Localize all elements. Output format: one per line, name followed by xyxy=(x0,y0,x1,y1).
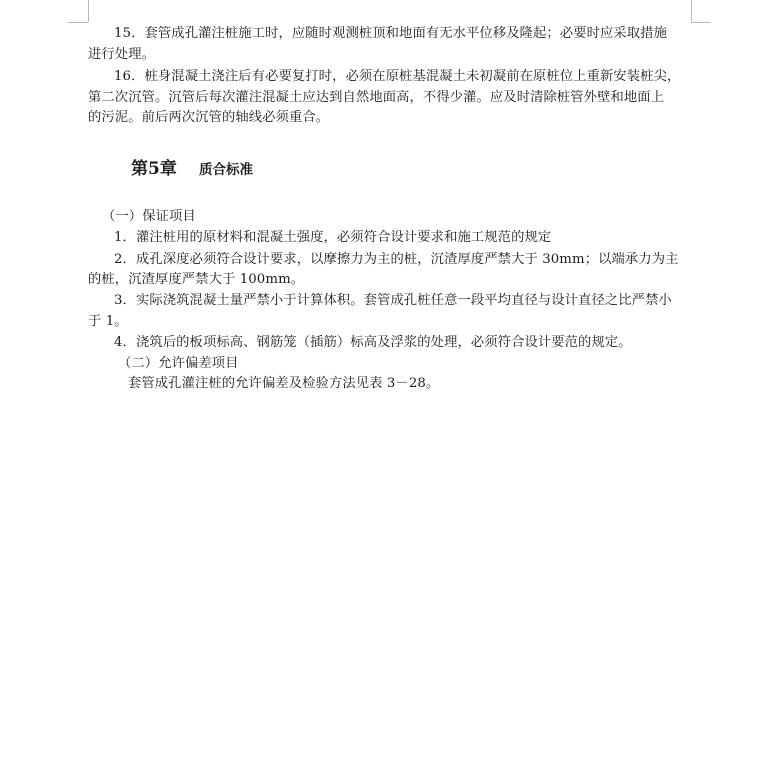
paragraph-16-line-1: 16．桩身混凝土浇注后有必要复打时，必须在原桩基混凝土未初凝前在原桩位上重新安装桩尖， xyxy=(114,69,681,84)
section-heading-tolerance-items: （二）允许偏差项目 xyxy=(118,356,239,371)
section-2-body: 套管成孔灌注桩的允许偏差及检验方法见表 3－28。 xyxy=(128,376,440,391)
crop-mark-top-left-vertical xyxy=(88,0,89,22)
crop-mark-top-right-vertical xyxy=(691,0,692,22)
paragraph-15-line-1: 15．套管成孔灌注桩施工时，应随时观测桩顶和地面有无水平位移及隆起；必要时应采取措施 xyxy=(114,26,667,41)
crop-mark-top-left-horizontal xyxy=(68,22,88,23)
section-heading-guarantee-items: （一）保证项目 xyxy=(102,209,196,224)
item-3-line-2: 于 1。 xyxy=(88,314,128,329)
paragraph-16-line-2: 第二次沉管。沉管后每次灌注混凝土应达到自然地面高，不得少灌。应及时清除桩管外壁和地面上 xyxy=(88,90,665,105)
item-3-line-1: 3．实际浇筑混凝土量严禁小于计算体积。套管成孔桩任意一段平均直径与设计直径之比严禁小 xyxy=(114,293,672,308)
crop-mark-top-right-horizontal xyxy=(691,22,711,23)
chapter-number: 第5章 xyxy=(131,159,177,179)
item-1: 1．灌注桩用的原材料和混凝土强度，必须符合设计要求和施工规范的规定 xyxy=(114,230,552,245)
paragraph-15-line-2: 进行处理。 xyxy=(88,47,155,62)
item-2-line-1: 2．成孔深度必须符合设计要求，以摩擦力为主的桩，沉渣厚度严禁大于 30mm；以端承力为主 xyxy=(114,252,679,267)
chapter-title: 质合标准 xyxy=(199,162,253,178)
paragraph-16-line-3: 的污泥。前后两次沉管的轴线必须重合。 xyxy=(88,110,330,125)
item-4: 4．浇筑后的板项标高、钢筋笼（插筋）标高及浮浆的处理，必须符合设计要范的规定。 xyxy=(114,335,632,350)
item-2-line-2: 的桩，沉渣厚度严禁大于 100mm。 xyxy=(88,272,305,287)
